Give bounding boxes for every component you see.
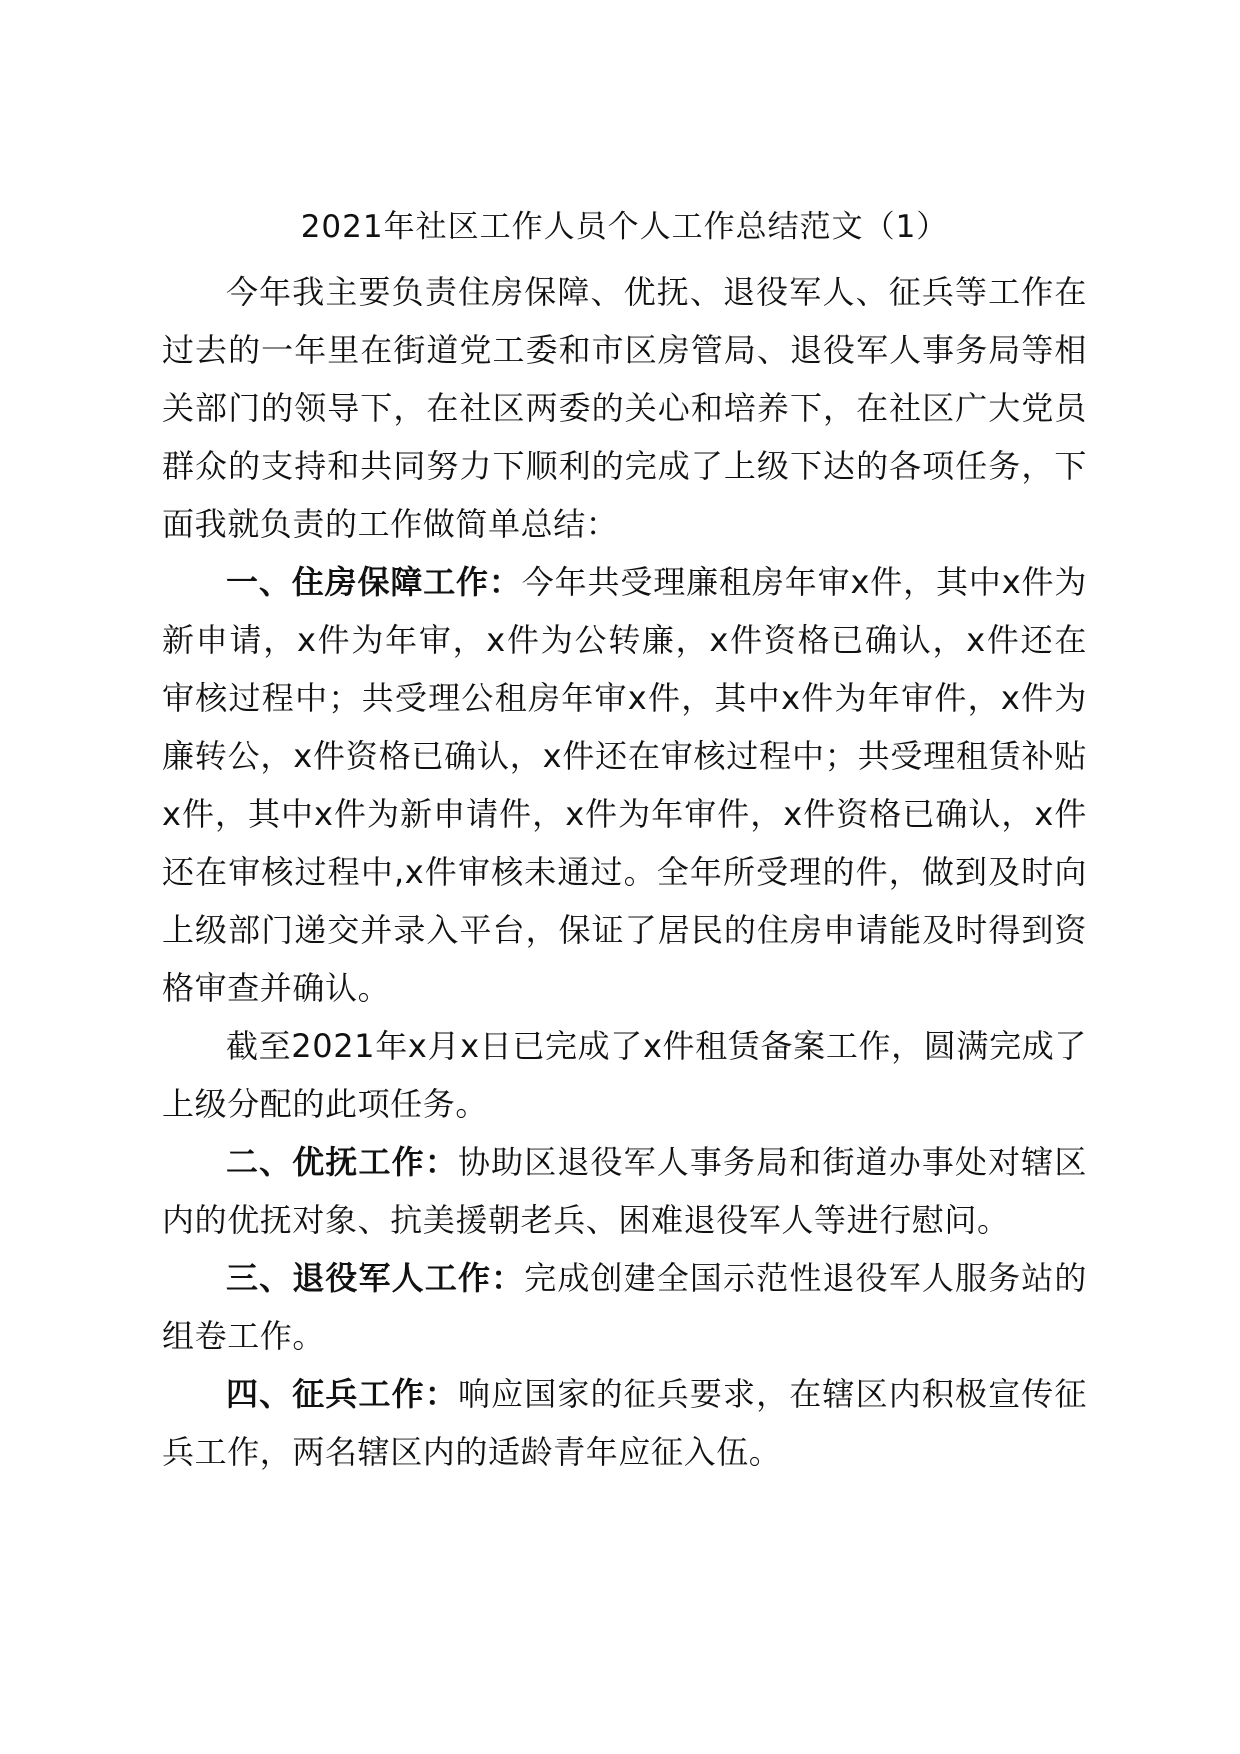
section-text: 响应国家的征兵要求，在辖区内积极宣传征兵工作，两名辖区内的适龄青年应征入伍。 [162, 1375, 1087, 1471]
section-text: 截至2021年x月x日已完成了x件租赁备案工作，圆满完成了上级分配的此项任务。 [162, 1027, 1087, 1123]
document-page [162, 196, 1087, 1481]
section-heading: 二、优抚工作： [226, 1143, 458, 1181]
section-special-care [162, 1133, 1087, 1249]
section-housing [162, 553, 1087, 1017]
section-conscription [162, 1365, 1087, 1481]
section-text: 协助区退役军人事务局和街道办事处对辖区内的优抚对象、抗美援朝老兵、困难退役军人等进行慰问。 [162, 1143, 1087, 1239]
section-text: 完成创建全国示范性退役军人服务站的组卷工作。 [162, 1259, 1088, 1355]
intro-paragraph: 今年我主要负责住房保障、优抚、退役军人、征兵等工作在过去的一年里在街道党工委和市区房管局、退役军人事务局等相关部门的领导下，在社区两委的关心和培养下，在社区广大党员群众的支持和共同努力下顺利的完成了上级下达的各项任务，下面我就负责的工作做简单总结： [162, 273, 1087, 543]
section-rental-filing [162, 1017, 1087, 1133]
document-title: 2021年社区工作人员个人工作总结范文（1） [300, 209, 949, 245]
section-heading: 四、征兵工作： [226, 1375, 458, 1413]
section-veterans [162, 1249, 1087, 1365]
section-heading: 三、退役军人工作： [226, 1259, 525, 1297]
section-heading: 一、住房保障工作： [226, 563, 522, 601]
section-text: 今年共受理廉租房年审x件，其中x件为新申请，x件为年审，x件为公转廉，x件资格已确认，x件还在审核过程中；共受理公租房年审x件，其中x件为年审件，x件为廉转公，x件资格已确认，x件还在审核过程中；共受理租赁补贴x件，其中x件为新申请件，x件为年审件，x件资格已确认，x件还在审核过程中,x件审核未通过。全年所受理的件，做到及时向上级部门递交并录入平台，保证了居民的住房申请能及时得到资格审查并确认。 [162, 563, 1087, 1007]
